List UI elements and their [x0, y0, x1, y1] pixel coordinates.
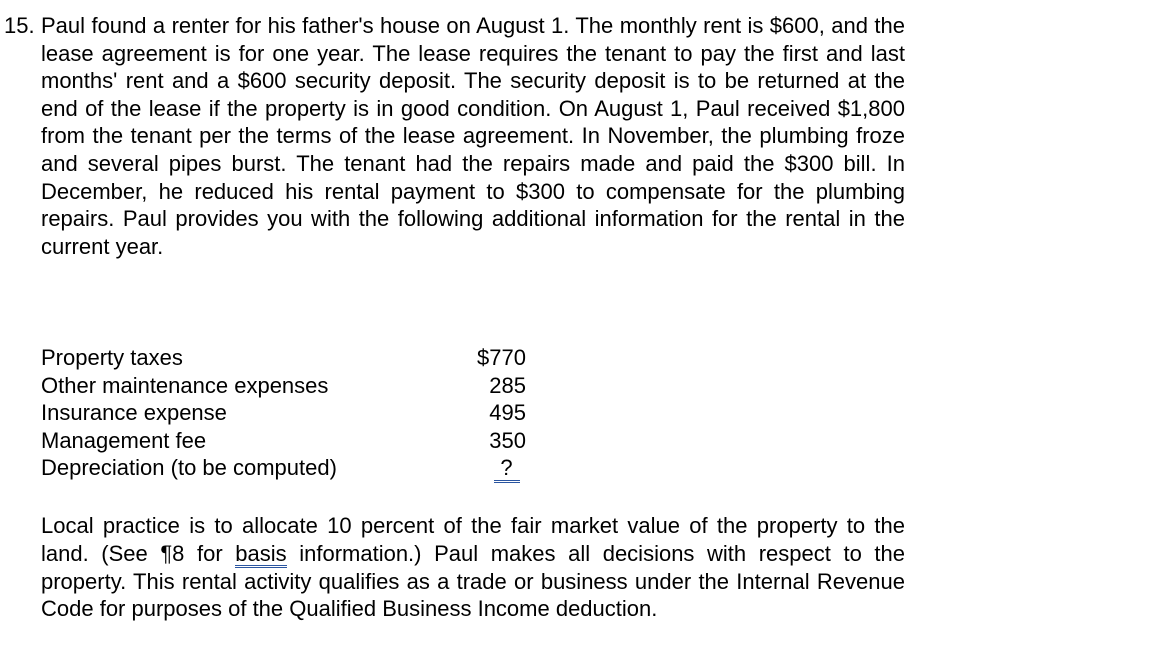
- expense-amount-unknown: [461, 454, 526, 483]
- problem-number: 15.: [4, 13, 35, 38]
- closing-text: [41, 512, 905, 623]
- expense-label: Other maintenance expenses: [41, 372, 329, 398]
- expense-row: [41, 344, 561, 372]
- expense-table: [41, 344, 561, 483]
- depreciation-placeholder: ?: [494, 456, 520, 483]
- expense-label: Management fee: [41, 427, 207, 453]
- closing-text-part1: Local practice is to allocate 10 percent of the fair market value of the property to the land. (See ¶8 for: [41, 513, 905, 566]
- expense-row: [41, 427, 561, 455]
- problem-text: Paul found a renter for his father's house on August 1. The monthly rent is $600, and the lease agreement is for one year. The lease requires the tenant to pay the first and last months' rent and a $600 security deposit. The security deposit is to be returned at the end of the lease if the property is in good condition. On August 1, Paul received $1,800 from the tenant per the terms of the lease agreement. In November, the plumbing froze and several pipes burst. The tenant had the repairs made and paid the $300 bill. In December, he reduced his rental payment to $300 to compensate for the plumbing repairs. Paul provides you with the following additional information for the rental in the current year.: [41, 13, 905, 259]
- problem-paragraph: [0, 12, 910, 260]
- expense-amount: $770: [477, 345, 526, 370]
- expense-row: [41, 372, 561, 400]
- basis-link[interactable]: basis: [235, 540, 287, 566]
- closing-text-part2: information.) Paul makes all decisions with respect to the property. This rental activity qualifies as a trade or business under the Internal Revenue Code for purposes of the Qualified Business Income deduction.: [41, 540, 905, 622]
- expense-row: [41, 454, 561, 483]
- closing-paragraph: [41, 512, 905, 623]
- expense-label: Depreciation (to be computed): [41, 455, 337, 481]
- problem-statement: [0, 12, 910, 260]
- expense-amount: 285: [489, 372, 526, 398]
- expense-amount: 495: [489, 400, 526, 426]
- expense-label: Property taxes: [41, 345, 183, 370]
- expense-row: [41, 399, 561, 427]
- expense-label: Insurance expense: [41, 400, 227, 426]
- expense-amount: 350: [489, 427, 526, 453]
